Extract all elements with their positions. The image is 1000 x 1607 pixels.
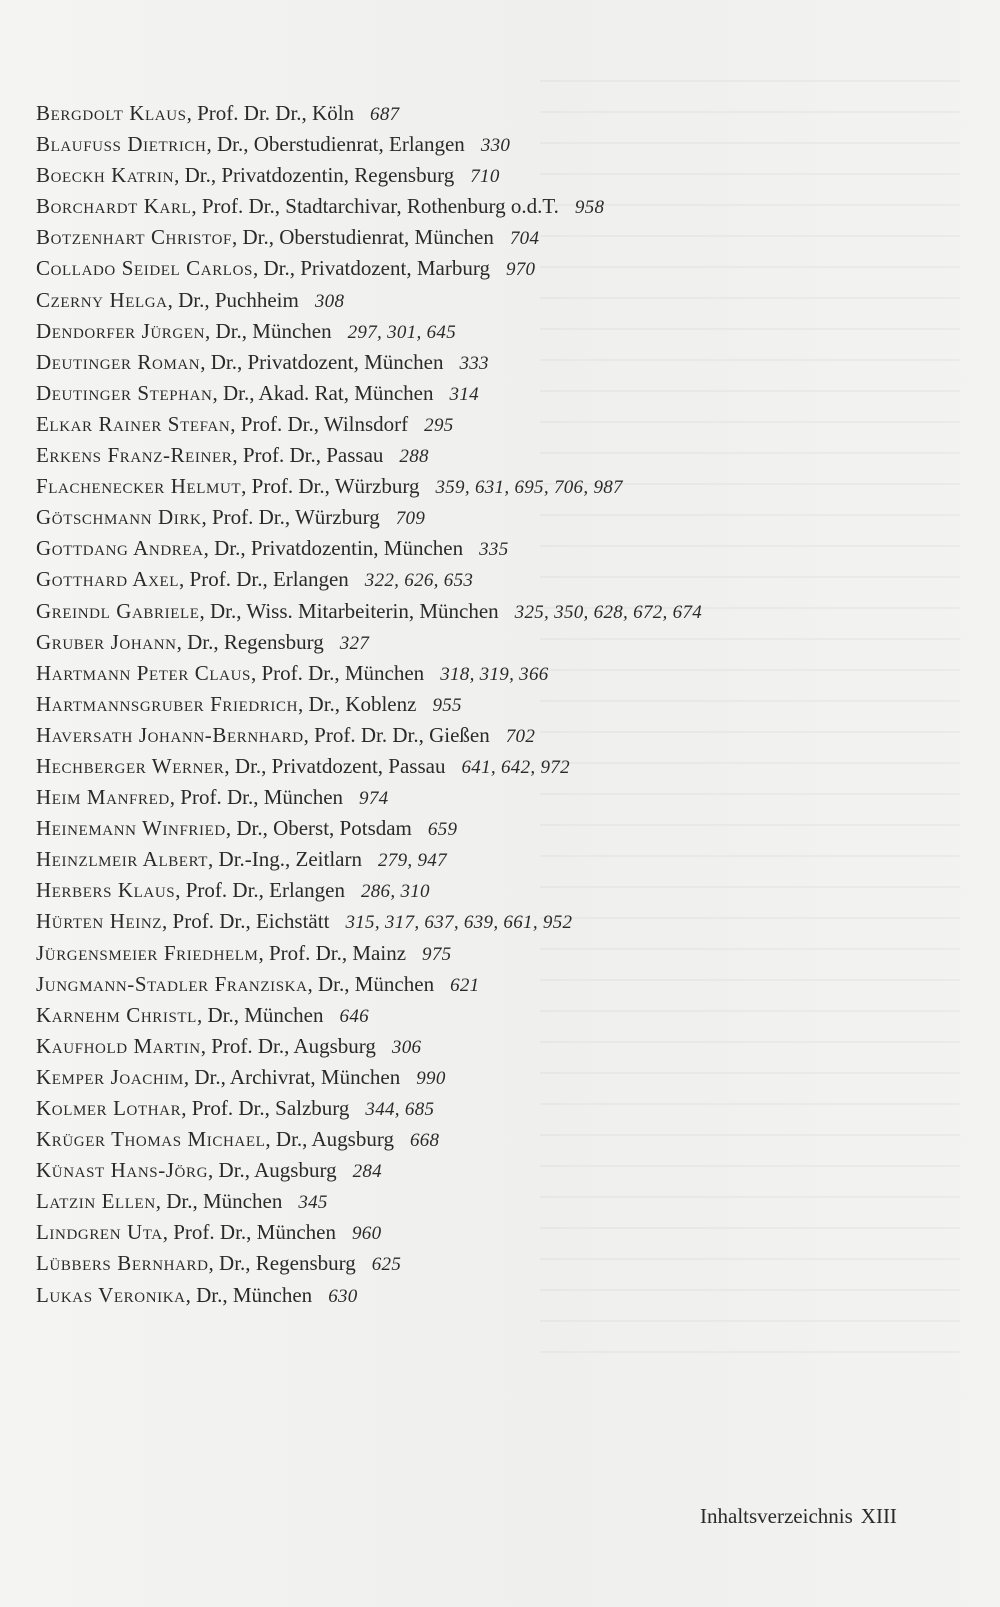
entry-name: Heinzlmeir Albert bbox=[36, 847, 209, 872]
entry-details: , Prof. Dr., Passau bbox=[232, 443, 384, 468]
index-entry bbox=[36, 533, 976, 564]
entry-name: Latzin Ellen bbox=[36, 1189, 156, 1214]
entry-details: , Prof. Dr., Mainz bbox=[258, 940, 407, 965]
page-number: XIII bbox=[860, 1504, 897, 1528]
entry-name: Elkar Rainer Stefan bbox=[36, 411, 231, 436]
entry-name: Borchardt Karl bbox=[36, 194, 192, 219]
entry-pages: 990 bbox=[416, 1067, 446, 1089]
entry-pages: 646 bbox=[339, 1005, 369, 1027]
index-entry bbox=[36, 98, 976, 129]
index-entry bbox=[36, 782, 976, 813]
entry-pages: 333 bbox=[459, 352, 489, 374]
entry-pages: 641, 642, 972 bbox=[461, 756, 570, 778]
entry-name: Botzenhart Christof bbox=[36, 225, 232, 250]
entry-pages: 668 bbox=[409, 1130, 440, 1152]
index-entry bbox=[36, 751, 976, 782]
entry-name: Hechberger Werner bbox=[36, 753, 225, 778]
entry-pages: 687 bbox=[370, 104, 400, 125]
entry-name: Lukas Veronika bbox=[36, 1282, 186, 1307]
entry-pages: 295 bbox=[424, 414, 454, 436]
entry-pages: 308 bbox=[314, 290, 345, 312]
entry-details: , Dr., Augsburg bbox=[208, 1158, 337, 1183]
entry-details: , Prof. Dr. Dr., Köln bbox=[186, 101, 355, 125]
entry-details: , Dr., Privatdozentin, Regensburg bbox=[174, 163, 455, 188]
entry-name: Deutinger Roman bbox=[36, 349, 201, 374]
index-entry bbox=[36, 378, 976, 409]
index-entry bbox=[36, 160, 976, 191]
entry-details: , Prof. Dr., München bbox=[250, 660, 425, 685]
index-entry bbox=[36, 596, 976, 627]
index-entry bbox=[36, 627, 976, 658]
entry-pages: 630 bbox=[328, 1285, 358, 1307]
index-entry bbox=[36, 1280, 976, 1311]
index-entry bbox=[36, 689, 976, 720]
entry-details: , Prof. Dr., München bbox=[169, 785, 344, 810]
entry-name: Erkens Franz-Reiner bbox=[36, 443, 233, 468]
entry-pages: 659 bbox=[427, 819, 458, 841]
entry-details: , Dr., Privatdozentin, München bbox=[203, 536, 464, 561]
entry-pages: 970 bbox=[505, 259, 536, 281]
entry-details: , Prof. Dr., Würzburg bbox=[201, 505, 380, 530]
entry-details: , Dr., Regensburg bbox=[176, 629, 324, 654]
index-entry bbox=[36, 1248, 976, 1279]
entry-name: Lindgren Uta bbox=[36, 1220, 163, 1245]
entry-name: Czerny Helga bbox=[36, 287, 168, 312]
entry-pages: 279, 947 bbox=[378, 850, 447, 872]
entry-pages: 621 bbox=[450, 974, 480, 996]
entry-details: , Prof. Dr., Stadtarchivar, Rothenburg o.d.T. bbox=[191, 194, 559, 219]
entry-details: , Dr., München bbox=[205, 318, 332, 343]
entry-details: , Dr., München bbox=[196, 1002, 324, 1027]
entry-details: , Prof. Dr., Erlangen bbox=[179, 567, 349, 592]
entry-details: , Prof. Dr., München bbox=[162, 1220, 336, 1245]
entry-pages: 327 bbox=[339, 632, 370, 654]
entry-pages: 284 bbox=[352, 1161, 382, 1183]
entry-details: , Prof. Dr., Salzburg bbox=[181, 1096, 350, 1120]
entry-details: , Dr., München bbox=[185, 1282, 313, 1307]
entry-details: , Prof. Dr., Würzburg bbox=[241, 474, 420, 499]
index-entry bbox=[36, 222, 976, 253]
entry-pages: 960 bbox=[351, 1223, 382, 1245]
entry-details: , Dr., Privatdozent, Passau bbox=[224, 753, 446, 778]
entry-pages: 345 bbox=[298, 1192, 328, 1214]
entry-name: Dendorfer Jürgen bbox=[36, 318, 206, 343]
index-entry bbox=[36, 1186, 976, 1217]
index-entry bbox=[36, 844, 976, 875]
entry-name: Boeckh Katrin bbox=[36, 163, 175, 188]
index-entry bbox=[36, 191, 976, 222]
index-entry bbox=[36, 1217, 976, 1248]
index-entry bbox=[36, 347, 976, 378]
entry-pages: 297, 301, 645 bbox=[347, 321, 457, 343]
entry-pages: 625 bbox=[371, 1254, 402, 1276]
entry-details: , Dr., Augsburg bbox=[265, 1127, 394, 1152]
entry-pages: 344, 685 bbox=[365, 1099, 435, 1120]
index-entry bbox=[36, 1124, 976, 1155]
author-index-list bbox=[36, 98, 976, 1311]
entry-pages: 322, 626, 653 bbox=[364, 570, 474, 592]
footer-label: Inhaltsverzeichnis bbox=[700, 1504, 853, 1528]
entry-pages: 288 bbox=[399, 446, 429, 468]
entry-details: , Dr., Oberstudienrat, München bbox=[232, 225, 494, 250]
entry-name: Gruber Johann bbox=[36, 629, 177, 654]
entry-name: Künast Hans-Jörg bbox=[36, 1158, 209, 1183]
entry-pages: 359, 631, 695, 706, 987 bbox=[435, 477, 623, 499]
entry-pages: 318, 319, 366 bbox=[440, 663, 549, 685]
entry-details: , Dr., Oberstudienrat, Erlangen bbox=[206, 132, 465, 157]
index-entry bbox=[36, 285, 976, 316]
entry-details: , Dr., München bbox=[307, 971, 435, 996]
entry-details: , Dr., Oberst, Potsdam bbox=[225, 816, 412, 841]
entry-name: Greindl Gabriele bbox=[36, 598, 200, 623]
entry-name: Haversath Johann-Bernhard bbox=[36, 722, 304, 747]
entry-name: Götschmann Dirk bbox=[36, 505, 202, 530]
index-entry bbox=[36, 720, 976, 751]
index-entry bbox=[36, 253, 976, 284]
entry-name: Herbers Klaus bbox=[36, 878, 176, 903]
entry-pages: 325, 350, 628, 672, 674 bbox=[514, 601, 703, 623]
entry-pages: 958 bbox=[574, 197, 605, 219]
index-entry bbox=[36, 409, 976, 440]
entry-pages: 335 bbox=[479, 539, 509, 561]
entry-pages: 702 bbox=[505, 725, 536, 747]
entry-details: , Dr.-Ing., Zeitlarn bbox=[208, 847, 362, 872]
index-entry bbox=[36, 471, 976, 502]
entry-name: Heinemann Winfried bbox=[36, 816, 226, 841]
entry-details: , Prof. Dr., Erlangen bbox=[175, 878, 345, 903]
entry-name: Heim Manfred bbox=[36, 785, 170, 810]
index-entry bbox=[36, 1155, 976, 1186]
entry-name: Hürten Heinz bbox=[36, 909, 163, 934]
entry-name: Kolmer Lothar bbox=[36, 1096, 182, 1120]
index-entry bbox=[36, 1093, 976, 1124]
index-entry bbox=[36, 875, 976, 906]
entry-name: Krüger Thomas Michael bbox=[36, 1127, 266, 1152]
entry-details: , Dr., Koblenz bbox=[298, 691, 417, 716]
entry-name: Kaufhold Martin bbox=[36, 1033, 201, 1058]
entry-pages: 955 bbox=[432, 694, 462, 716]
entry-name: Collado Seidel Carlos bbox=[36, 256, 253, 281]
entry-details: , Dr., Privatdozent, München bbox=[200, 349, 444, 374]
entry-details: , Prof. Dr. Dr., Gießen bbox=[303, 722, 490, 747]
entry-name: Lübbers Bernhard bbox=[36, 1251, 209, 1276]
index-entry bbox=[36, 440, 976, 471]
entry-pages: 974 bbox=[359, 788, 389, 810]
entry-name: Blaufuss Dietrich bbox=[36, 132, 207, 157]
index-entry bbox=[36, 564, 976, 595]
entry-details: , Dr., Privatdozent, Marburg bbox=[252, 256, 490, 281]
index-entry bbox=[36, 129, 976, 160]
entry-details: , Dr., Puchheim bbox=[167, 287, 299, 312]
entry-name: Flachenecker Helmut bbox=[36, 474, 242, 499]
index-entry bbox=[36, 1031, 976, 1062]
entry-pages: 704 bbox=[509, 228, 540, 250]
entry-pages: 315, 317, 637, 639, 661, 952 bbox=[345, 912, 573, 934]
entry-name: Jürgensmeier Friedhelm bbox=[36, 940, 259, 965]
entry-name: Hartmannsgruber Friedrich bbox=[36, 691, 299, 716]
entry-pages: 709 bbox=[395, 508, 426, 530]
index-entry bbox=[36, 969, 976, 1000]
entry-details: , Dr., Akad. Rat, München bbox=[212, 380, 434, 405]
entry-name: Kemper Joachim bbox=[36, 1064, 184, 1089]
entry-name: Deutinger Stephan bbox=[36, 380, 213, 405]
entry-pages: 710 bbox=[470, 166, 500, 188]
entry-name: Gotthard Axel bbox=[36, 567, 180, 592]
entry-name: Karnehm Christl bbox=[36, 1002, 197, 1027]
entry-pages: 330 bbox=[480, 135, 511, 157]
entry-details: , Prof. Dr., Eichstätt bbox=[162, 909, 330, 934]
entry-pages: 286, 310 bbox=[360, 881, 430, 903]
entry-name: Gottdang Andrea bbox=[36, 536, 204, 561]
entry-name: Jungmann-Stadler Franziska bbox=[36, 971, 308, 996]
entry-details: , Dr., München bbox=[155, 1189, 283, 1214]
entry-details: , Dr., Archivrat, München bbox=[183, 1064, 401, 1089]
entry-pages: 314 bbox=[449, 383, 479, 405]
index-entry bbox=[36, 316, 976, 347]
running-footer bbox=[700, 1504, 897, 1529]
index-entry bbox=[36, 813, 976, 844]
index-entry bbox=[36, 1062, 976, 1093]
index-entry bbox=[36, 1000, 976, 1031]
index-entry bbox=[36, 658, 976, 689]
entry-details: , Prof. Dr., Wilnsdorf bbox=[230, 411, 409, 436]
index-entry bbox=[36, 906, 976, 937]
entry-name: Bergdolt Klaus bbox=[36, 101, 187, 125]
entry-details: , Prof. Dr., Augsburg bbox=[200, 1033, 376, 1058]
entry-name: Hartmann Peter Claus bbox=[36, 660, 251, 685]
entry-details: , Dr., Regensburg bbox=[208, 1251, 356, 1276]
entry-pages: 975 bbox=[422, 943, 452, 965]
entry-pages: 306 bbox=[391, 1036, 422, 1058]
index-entry bbox=[36, 502, 976, 533]
index-entry bbox=[36, 938, 976, 969]
entry-details: , Dr., Wiss. Mitarbeiterin, München bbox=[199, 598, 499, 623]
